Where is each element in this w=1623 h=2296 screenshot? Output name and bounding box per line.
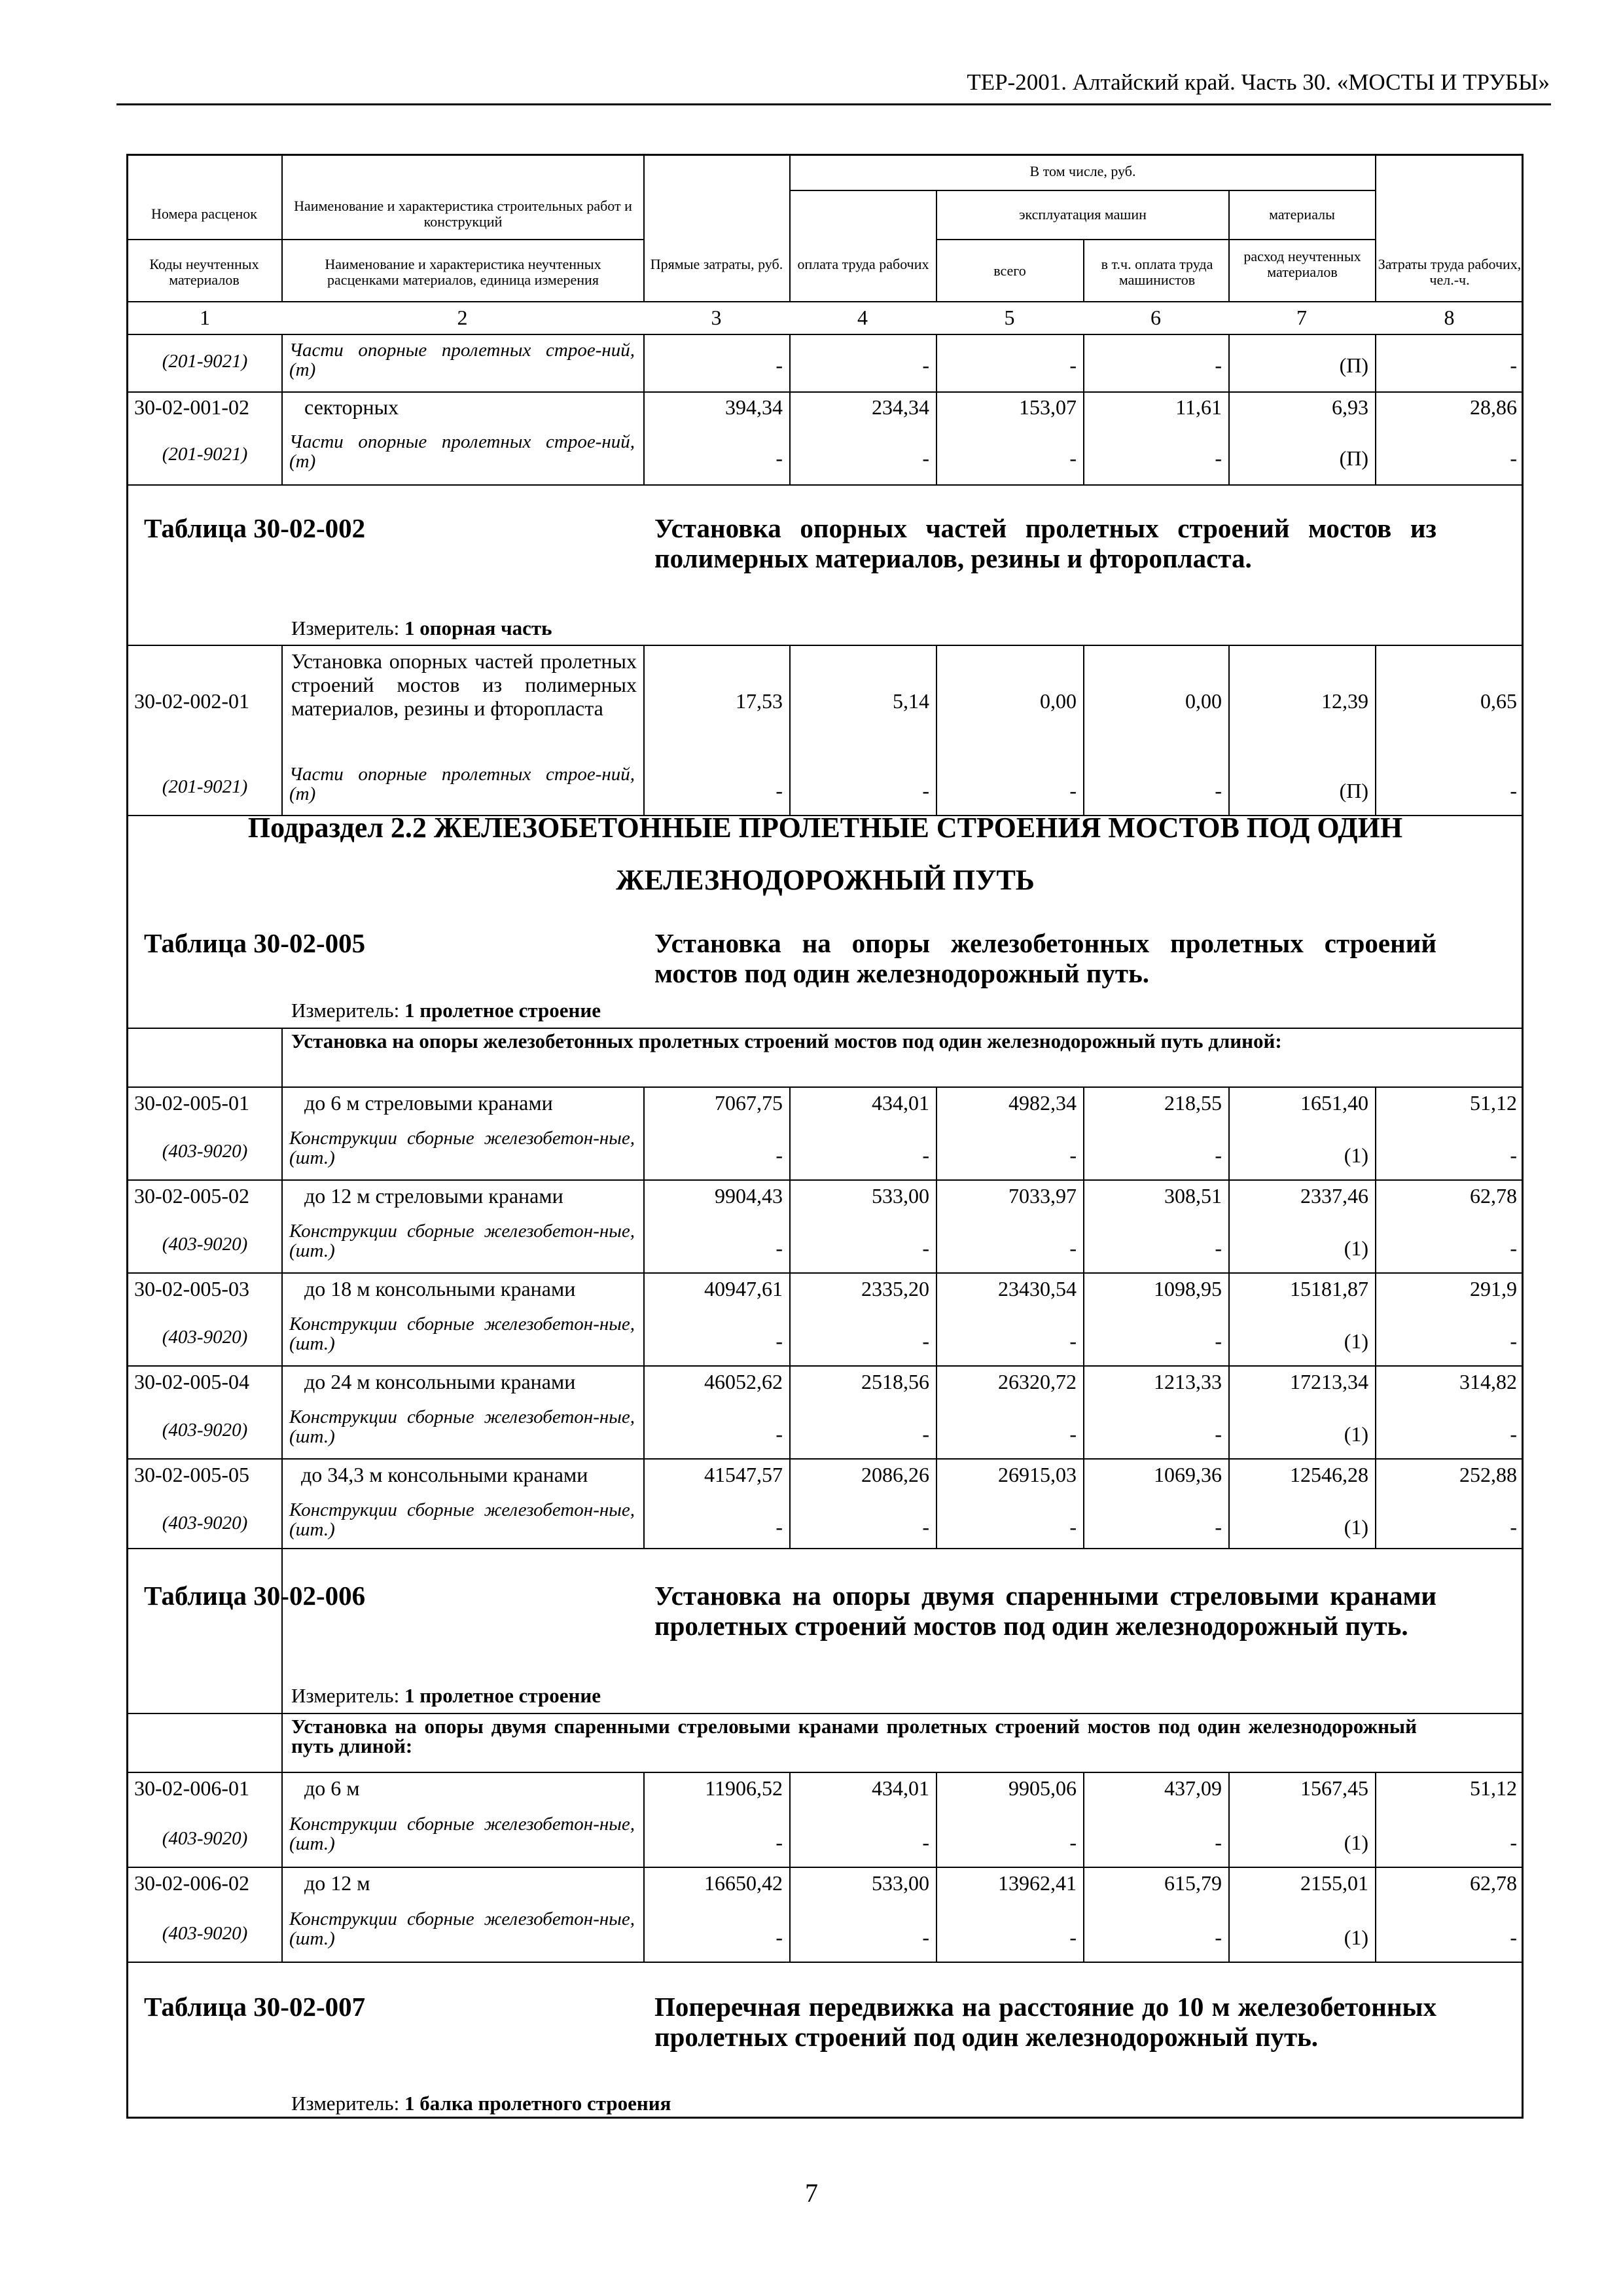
value-cell: 1098,95 <box>1154 1277 1222 1300</box>
value-cell: - <box>1510 1515 1517 1539</box>
value-cell: 17213,34 <box>1290 1370 1368 1393</box>
row-line <box>126 1713 1524 1714</box>
value-cell: - <box>922 1515 929 1539</box>
rate-code: 30-02-005-05 <box>134 1463 249 1486</box>
measure-unit: 1 пролетное строение <box>404 999 601 1022</box>
rate-code: 30-02-005-03 <box>134 1277 249 1300</box>
value-cell: 0,65 <box>1480 689 1517 713</box>
col-line <box>1375 154 1376 301</box>
material-code: (403-9020) <box>162 1923 248 1944</box>
rate-code: 30-02-001-02 <box>134 395 249 419</box>
row-line <box>126 1086 1524 1088</box>
value-cell: 7033,97 <box>1008 1184 1077 1208</box>
value-cell: - <box>1510 1422 1517 1446</box>
measure-unit: 1 балка пролетного строения <box>404 2092 671 2115</box>
col-work-name: Наименование и характеристика строительных работ и конструкций <box>294 198 632 230</box>
row-line <box>126 1548 1524 1549</box>
value-cell: - <box>776 1926 783 1949</box>
value-cell: 394,34 <box>725 395 783 419</box>
value-cell: 1567,45 <box>1300 1776 1368 1800</box>
rate-code: 30-02-005-01 <box>134 1091 249 1115</box>
material-name: Конструкции сборные железобетон-ные, (шт.) <box>289 1499 635 1540</box>
value-cell: - <box>1215 1143 1222 1167</box>
value-cell: 11906,52 <box>705 1776 783 1800</box>
row-line <box>126 1179 1524 1181</box>
table-title: Установка на опоры двумя спаренными стреловыми кранами пролетных строений мостов под один железнодорожный путь. <box>654 1581 1436 1641</box>
col-line <box>281 334 283 484</box>
value-cell: 11,61 <box>1175 395 1222 419</box>
value-cell: 12546,28 <box>1290 1463 1368 1486</box>
value-cell: (П) <box>1339 353 1368 377</box>
value-cell: - <box>1069 353 1077 377</box>
value-cell: - <box>1069 1329 1077 1353</box>
measure-prefix: Измеритель: <box>291 1684 400 1707</box>
section-title-line1: Подраздел 2.2 ЖЕЛЕЗОБЕТОННЫЕ ПРОЛЕТНЫЕ СТРОЕНИЯ МОСТОВ ПОД ОДИН <box>247 812 1403 844</box>
value-cell: - <box>1069 1422 1077 1446</box>
value-cell: - <box>1215 1236 1222 1260</box>
value-cell: 2337,46 <box>1300 1184 1368 1208</box>
value-cell: 6,93 <box>1332 395 1368 419</box>
value-cell: - <box>1069 446 1077 470</box>
col-operator-pay: в т.ч. оплата труда машинистов <box>1101 256 1213 288</box>
row-line <box>126 239 643 240</box>
value-cell: - <box>922 446 929 470</box>
value-cell: 46052,62 <box>704 1370 783 1393</box>
rate-name: до 12 м <box>304 1871 370 1895</box>
value-cell: 16650,42 <box>704 1871 783 1895</box>
material-name: Конструкции сборные железобетон-ные, (шт.) <box>289 1909 635 1949</box>
value-cell: 218,55 <box>1164 1091 1222 1115</box>
col-number-4: 4 <box>857 306 868 329</box>
col-number-7: 7 <box>1296 306 1307 329</box>
value-cell: - <box>1510 446 1517 470</box>
value-cell: - <box>776 1515 783 1539</box>
value-cell: (1) <box>1344 1926 1368 1949</box>
table-title: Поперечная передвижка на расстояние до 10 м железобетонных пролетных строений под один железнодорожный путь. <box>654 1992 1436 2052</box>
rate-name: до 24 м консольными кранами <box>304 1370 576 1393</box>
row-line <box>126 1365 1524 1367</box>
col-rate-numbers: Номера расценок <box>151 206 257 222</box>
value-cell: (1) <box>1344 1236 1368 1260</box>
rate-name: до 6 м стреловыми кранами <box>304 1091 553 1115</box>
value-cell: - <box>922 1422 929 1446</box>
value-cell: - <box>1215 1329 1222 1353</box>
value-cell: - <box>1215 1422 1222 1446</box>
table-label: Таблица 30-02-006 <box>144 1581 366 1611</box>
row-line <box>126 1867 1524 1868</box>
value-cell: - <box>922 353 929 377</box>
value-cell: - <box>1069 1831 1077 1854</box>
value-cell: - <box>776 1329 783 1353</box>
value-cell: - <box>1510 353 1517 377</box>
value-cell: 1651,40 <box>1300 1091 1368 1115</box>
value-cell: 12,39 <box>1321 689 1368 713</box>
table-label: Таблица 30-02-002 <box>144 513 366 543</box>
measure-line <box>291 1684 601 1708</box>
rate-name: секторных <box>304 395 399 419</box>
value-cell: - <box>922 779 929 802</box>
material-name: Части опорные пролетных строе-ний, (т) <box>289 340 635 380</box>
value-cell: - <box>922 1831 929 1854</box>
material-name: Части опорные пролетных строе-ний, (т) <box>289 764 635 804</box>
col-unaccounted-materials: расход неучтенных материалов <box>1243 248 1361 280</box>
value-cell: 314,82 <box>1459 1370 1517 1393</box>
col-machines: эксплуатация машин <box>1019 206 1147 223</box>
value-cell: 28,86 <box>1470 395 1517 419</box>
rate-code: 30-02-002-01 <box>134 689 249 713</box>
col-number-1: 1 <box>200 306 210 329</box>
value-cell: 437,09 <box>1164 1776 1222 1800</box>
col-line <box>281 1028 283 1734</box>
page-header: ТЕР-2001. Алтайский край. Часть 30. «МОСТЫ И ТРУБЫ» <box>967 69 1550 95</box>
rate-name: Установка опорных частей пролетных строений мостов из полимерных материалов, резины и фторопласта <box>291 649 637 720</box>
value-cell: - <box>1510 1926 1517 1949</box>
row-line <box>126 645 1524 646</box>
col-line <box>281 154 283 301</box>
col-including: В том числе, руб. <box>1029 163 1136 179</box>
value-cell: - <box>922 1329 929 1353</box>
value-cell: - <box>1215 1926 1222 1949</box>
value-cell: 434,01 <box>872 1776 929 1800</box>
rate-name: до 18 м консольными кранами <box>304 1277 576 1300</box>
value-cell: - <box>1510 1143 1517 1167</box>
value-cell: - <box>1069 1236 1077 1260</box>
value-cell: 153,07 <box>1019 395 1077 419</box>
value-cell: 9905,06 <box>1008 1776 1077 1800</box>
value-cell: 15181,87 <box>1290 1277 1368 1300</box>
material-code: (201-9021) <box>162 776 248 797</box>
row-line <box>126 334 1524 335</box>
value-cell: 1213,33 <box>1154 1370 1222 1393</box>
material-code: (201-9021) <box>162 444 248 465</box>
value-cell: 308,51 <box>1164 1184 1222 1208</box>
col-number-6: 6 <box>1150 306 1161 329</box>
measure-prefix: Измеритель: <box>291 2092 400 2115</box>
material-code: (403-9020) <box>162 1513 248 1534</box>
value-cell: - <box>776 446 783 470</box>
value-cell: - <box>922 1236 929 1260</box>
value-cell: (1) <box>1344 1515 1368 1539</box>
value-cell: - <box>1215 353 1222 377</box>
value-cell: 533,00 <box>872 1871 929 1895</box>
value-cell: - <box>776 779 783 802</box>
value-cell: 2335,20 <box>861 1277 929 1300</box>
measure-unit: 1 пролетное строение <box>404 1684 601 1707</box>
value-cell: - <box>776 1143 783 1167</box>
row-line <box>126 1028 1524 1029</box>
value-cell: 2155,01 <box>1300 1871 1368 1895</box>
measure-line <box>291 999 601 1022</box>
value-cell: - <box>1215 1831 1222 1854</box>
material-code: (403-9020) <box>162 1327 248 1348</box>
measure-prefix: Измеритель: <box>291 999 400 1022</box>
value-cell: - <box>1215 446 1222 470</box>
value-cell: 615,79 <box>1164 1871 1222 1895</box>
value-cell: 2518,56 <box>861 1370 929 1393</box>
value-cell: - <box>1510 779 1517 802</box>
value-cell: 40947,61 <box>704 1277 783 1300</box>
value-cell: 0,00 <box>1185 689 1222 713</box>
material-name: Части опорные пролетных строе-ний, (т) <box>289 431 635 472</box>
measure-unit: 1 опорная часть <box>404 617 552 639</box>
material-name: Конструкции сборные железобетон-ные, (шт.) <box>289 1407 635 1447</box>
value-cell: 252,88 <box>1459 1463 1517 1486</box>
rate-code: 30-02-006-02 <box>134 1871 249 1895</box>
value-cell: (П) <box>1339 446 1368 470</box>
value-cell: (1) <box>1344 1329 1368 1353</box>
value-cell: 23430,54 <box>998 1277 1077 1300</box>
col-materials: материалы <box>1269 206 1335 223</box>
value-cell: - <box>922 1926 929 1949</box>
value-cell: 2086,26 <box>861 1463 929 1486</box>
col-line <box>281 1713 283 1962</box>
row-line <box>126 1272 1524 1274</box>
row-line <box>126 1772 1524 1773</box>
value-cell: 51,12 <box>1470 1776 1517 1800</box>
rate-name: до 6 м <box>304 1776 360 1800</box>
value-cell: 4982,34 <box>1008 1091 1077 1115</box>
value-cell: 533,00 <box>872 1184 929 1208</box>
header-rule <box>116 103 1551 105</box>
row-line <box>126 484 1524 486</box>
row-line <box>126 391 1524 393</box>
value-cell: 13962,41 <box>998 1871 1077 1895</box>
table-subheader: Установка на опоры железобетонных пролетных строений мостов под один железнодорожный путь длиной: <box>291 1030 1282 1052</box>
value-cell: - <box>776 1236 783 1260</box>
value-cell: 17,53 <box>736 689 783 713</box>
value-cell: 62,78 <box>1470 1871 1517 1895</box>
page-number: 7 <box>805 2178 818 2208</box>
col-direct-costs: Прямые затраты, руб. <box>650 256 783 272</box>
table-label: Таблица 30-02-005 <box>144 928 366 958</box>
value-cell: (1) <box>1344 1143 1368 1167</box>
row-line <box>789 190 1375 191</box>
row-line <box>126 301 1524 302</box>
material-name: Конструкции сборные железобетон-ные, (шт.) <box>289 1128 635 1168</box>
table-subheader: Установка на опоры двумя спаренными стреловыми кранами пролетных строений мостов под один железнодорожный путь длиной: <box>291 1715 1417 1757</box>
measure-line <box>291 2092 671 2115</box>
rate-code: 30-02-006-01 <box>134 1776 249 1800</box>
value-cell: 26915,03 <box>998 1463 1077 1486</box>
rate-code: 30-02-005-04 <box>134 1370 249 1393</box>
value-cell: 1069,36 <box>1154 1463 1222 1486</box>
value-cell: - <box>1215 1515 1222 1539</box>
rate-name: до 34,3 м консольными кранами <box>301 1463 588 1486</box>
row-line <box>936 239 1375 240</box>
value-cell: - <box>776 353 783 377</box>
value-cell: - <box>1069 1143 1077 1167</box>
table-title: Установка опорных частей пролетных строений мостов из полимерных материалов, резины и фторопласта. <box>654 513 1436 573</box>
material-name: Конструкции сборные железобетон-ные, (шт.) <box>289 1221 635 1261</box>
value-cell: 9904,43 <box>715 1184 783 1208</box>
section-title-line2: ЖЕЛЕЗНОДОРОЖНЫЙ ПУТЬ <box>616 864 1035 896</box>
col-machines-total: всего <box>993 262 1026 279</box>
col-labor: Затраты труда рабочих, чел.-ч. <box>1378 256 1522 288</box>
value-cell: 291,9 <box>1470 1277 1517 1300</box>
value-cell: - <box>776 1422 783 1446</box>
material-name: Конструкции сборные железобетон-ные, (шт.) <box>289 1314 635 1354</box>
value-cell: 41547,57 <box>704 1463 783 1486</box>
col-number-3: 3 <box>711 306 722 329</box>
value-cell: 26320,72 <box>998 1370 1077 1393</box>
col-worker-pay: оплата труда рабочих <box>797 256 929 272</box>
col-number-2: 2 <box>457 306 468 329</box>
value-cell: - <box>1510 1236 1517 1260</box>
value-cell: 434,01 <box>872 1091 929 1115</box>
col-material-codes: Коды неучтенных материалов <box>149 256 259 288</box>
row-line <box>126 1962 1524 1963</box>
table-title: Установка на опоры железобетонных пролетных строений мостов под один железнодорожный путь. <box>654 928 1436 988</box>
material-name: Конструкции сборные железобетон-ные, (шт.) <box>289 1814 635 1854</box>
value-cell: 51,12 <box>1470 1091 1517 1115</box>
value-cell: (П) <box>1339 779 1368 802</box>
col-number-5: 5 <box>1004 306 1015 329</box>
col-number-8: 8 <box>1444 306 1455 329</box>
value-cell: - <box>1069 779 1077 802</box>
material-code: (403-9020) <box>162 1420 248 1441</box>
value-cell: 62,78 <box>1470 1184 1517 1208</box>
col-line <box>643 154 645 301</box>
material-code: (403-9020) <box>162 1141 248 1162</box>
col-line <box>281 645 283 815</box>
value-cell: - <box>1510 1329 1517 1353</box>
material-code: (403-9020) <box>162 1234 248 1255</box>
value-cell: - <box>1215 779 1222 802</box>
value-cell: 5,14 <box>893 689 929 713</box>
value-cell: 0,00 <box>1040 689 1077 713</box>
measure-line <box>291 617 552 640</box>
table-label: Таблица 30-02-007 <box>144 1992 366 2022</box>
value-cell: - <box>1510 1831 1517 1854</box>
rate-code: 30-02-005-02 <box>134 1184 249 1208</box>
col-line <box>1083 239 1084 301</box>
row-line <box>126 1458 1524 1460</box>
value-cell: 234,34 <box>872 395 929 419</box>
value-cell: - <box>922 1143 929 1167</box>
col-material-names: Наименование и характеристика неучтенных расценками материалов, единица измерения <box>325 256 601 288</box>
value-cell: - <box>1069 1926 1077 1949</box>
value-cell: 7067,75 <box>715 1091 783 1115</box>
material-code: (201-9021) <box>162 351 248 372</box>
value-cell: - <box>776 1831 783 1854</box>
value-cell: (1) <box>1344 1831 1368 1854</box>
value-cell: - <box>1069 1515 1077 1539</box>
rate-name: до 12 м стреловыми кранами <box>304 1184 563 1208</box>
value-cell: (1) <box>1344 1422 1368 1446</box>
measure-prefix: Измеритель: <box>291 617 400 639</box>
material-code: (403-9020) <box>162 1828 248 1849</box>
